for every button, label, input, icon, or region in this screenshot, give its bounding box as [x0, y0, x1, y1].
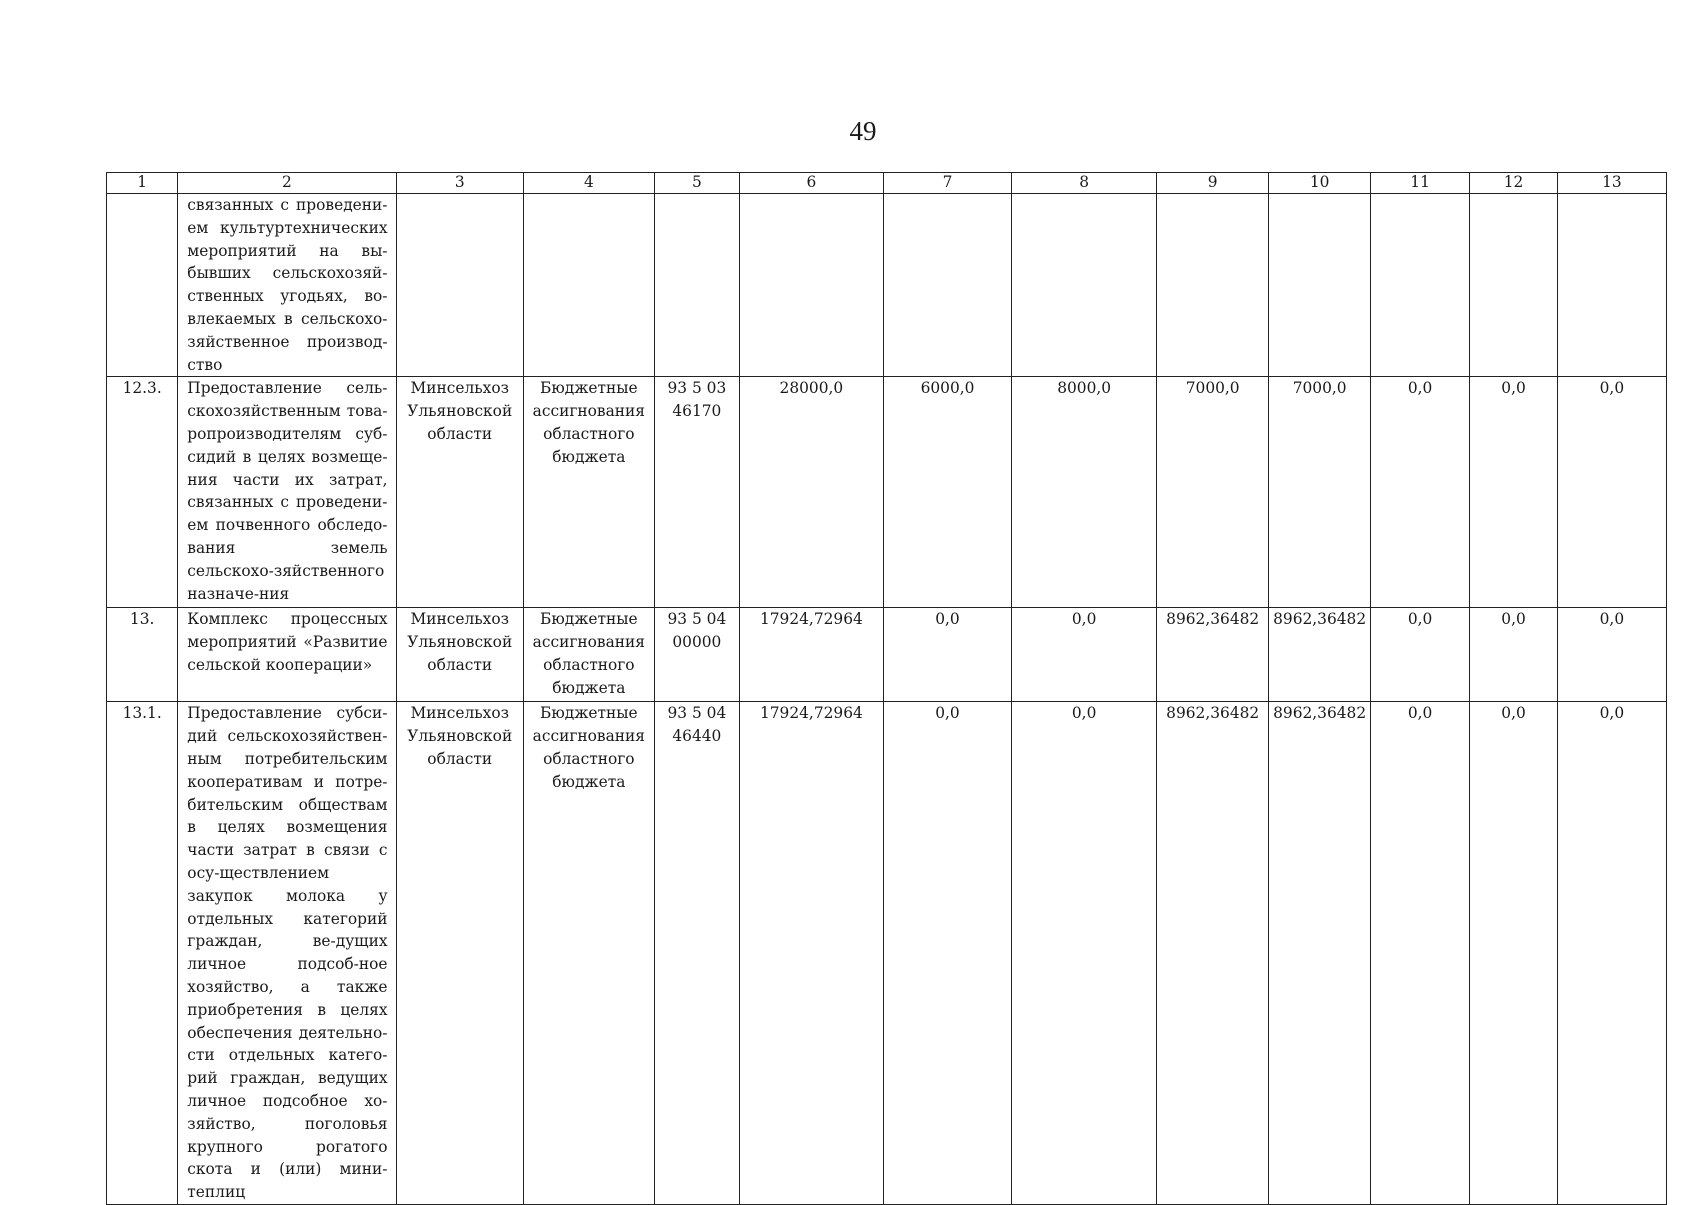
table-cell [1557, 194, 1666, 377]
description-cell: связанных с проведени-ем культуртехнических мероприятий на вы-бывших сельскохозяй-ственных угодьях, во-влекаемых в сельскохо-зяйственное производ-ство [178, 194, 396, 377]
table-cell: 0,0 [1470, 702, 1558, 1205]
row-number-cell [107, 194, 178, 377]
table-cell: 8000,0 [1012, 377, 1157, 608]
page-number: 49 [849, 116, 877, 146]
table-cell: 0,0 [1470, 377, 1558, 608]
table-cell: 8962,36482 [1269, 608, 1371, 702]
budget-table [106, 172, 1667, 1205]
table-cell [1269, 194, 1371, 377]
table-cell: 93 5 04 46440 [654, 702, 739, 1205]
table-cell: 0,0 [883, 702, 1012, 1205]
table-cell: 17924,72964 [740, 702, 884, 1205]
table-cell: Бюджетные ассигнования областного бюджета [523, 377, 654, 608]
row-number-cell: 13.1. [107, 702, 178, 1205]
header-row [107, 173, 1667, 194]
table-cell: 0,0 [1557, 608, 1666, 702]
column-header-12: 12 [1470, 173, 1558, 194]
table-cell: 0,0 [1557, 377, 1666, 608]
table-row [107, 194, 1667, 377]
table-cell [523, 194, 654, 377]
row-number-cell: 13. [107, 608, 178, 702]
table-cell: Бюджетные ассигнования областного бюджета [523, 608, 654, 702]
table-cell [1012, 194, 1157, 377]
table-cell: 0,0 [1370, 608, 1469, 702]
column-header-3: 3 [396, 173, 523, 194]
table-cell: Минсельхоз Ульяновской области [396, 702, 523, 1205]
table-cell: 7000,0 [1269, 377, 1371, 608]
table-cell: Минсельхоз Ульяновской области [396, 608, 523, 702]
description-cell: Предоставление сель-скохозяйственным това-ропроизводителям суб-сидий в целях возмеще-ния части их затрат, связанных с проведени-ем почвенного обследо-вания земель сельскохо-зяйственного назначе-ния [178, 377, 396, 608]
table-row [107, 608, 1667, 702]
table-cell: 8962,36482 [1157, 608, 1269, 702]
column-header-2: 2 [178, 173, 396, 194]
table-cell: Минсельхоз Ульяновской области [396, 377, 523, 608]
column-header-4: 4 [523, 173, 654, 194]
table-cell [1157, 194, 1269, 377]
row-number-cell: 12.3. [107, 377, 178, 608]
table-cell: 28000,0 [740, 377, 884, 608]
table-cell: Бюджетные ассигнования областного бюджета [523, 702, 654, 1205]
column-header-6: 6 [740, 173, 884, 194]
table-cell: 0,0 [1012, 608, 1157, 702]
column-header-11: 11 [1370, 173, 1469, 194]
table-cell [1470, 194, 1558, 377]
table-cell: 17924,72964 [740, 608, 884, 702]
description-cell: Комплекс процессных мероприятий «Развитие сельской кооперации» [178, 608, 396, 702]
table-cell: 0,0 [1470, 608, 1558, 702]
table-cell [883, 194, 1012, 377]
table-row [107, 702, 1667, 1205]
description-cell: Предоставление субси-дий сельскохозяйствен-ным потребительским кооперативам и потре-бительским обществам в целях возмещения части затрат в связи с осу-ществлением закупок молока у отдельных категорий граждан, ве-дущих личное подсоб-ное хозяйство, а также приобретения в целях обеспечения деятельно-сти отдельных катего-рий граждан, ведущих личное подсобное хо-зяйство, поголовья крупного рогатого скота и (или) мини-теплиц [178, 702, 396, 1205]
column-header-1: 1 [107, 173, 178, 194]
table-cell: 93 5 03 46170 [654, 377, 739, 608]
table-cell: 0,0 [1557, 702, 1666, 1205]
column-header-8: 8 [1012, 173, 1157, 194]
column-header-7: 7 [883, 173, 1012, 194]
column-header-10: 10 [1269, 173, 1371, 194]
table-cell: 7000,0 [1157, 377, 1269, 608]
table-cell [740, 194, 884, 377]
table-cell [654, 194, 739, 377]
column-header-9: 9 [1157, 173, 1269, 194]
table-cell [396, 194, 523, 377]
column-header-5: 5 [654, 173, 739, 194]
table-cell: 6000,0 [883, 377, 1012, 608]
table-row [107, 377, 1667, 608]
table-cell: 8962,36482 [1269, 702, 1371, 1205]
table-cell: 0,0 [1370, 377, 1469, 608]
table-cell: 93 5 04 00000 [654, 608, 739, 702]
table-cell: 8962,36482 [1157, 702, 1269, 1205]
table-cell: 0,0 [883, 608, 1012, 702]
table-cell: 0,0 [1370, 702, 1469, 1205]
table-cell: 0,0 [1012, 702, 1157, 1205]
column-header-13: 13 [1557, 173, 1666, 194]
table-cell [1370, 194, 1469, 377]
